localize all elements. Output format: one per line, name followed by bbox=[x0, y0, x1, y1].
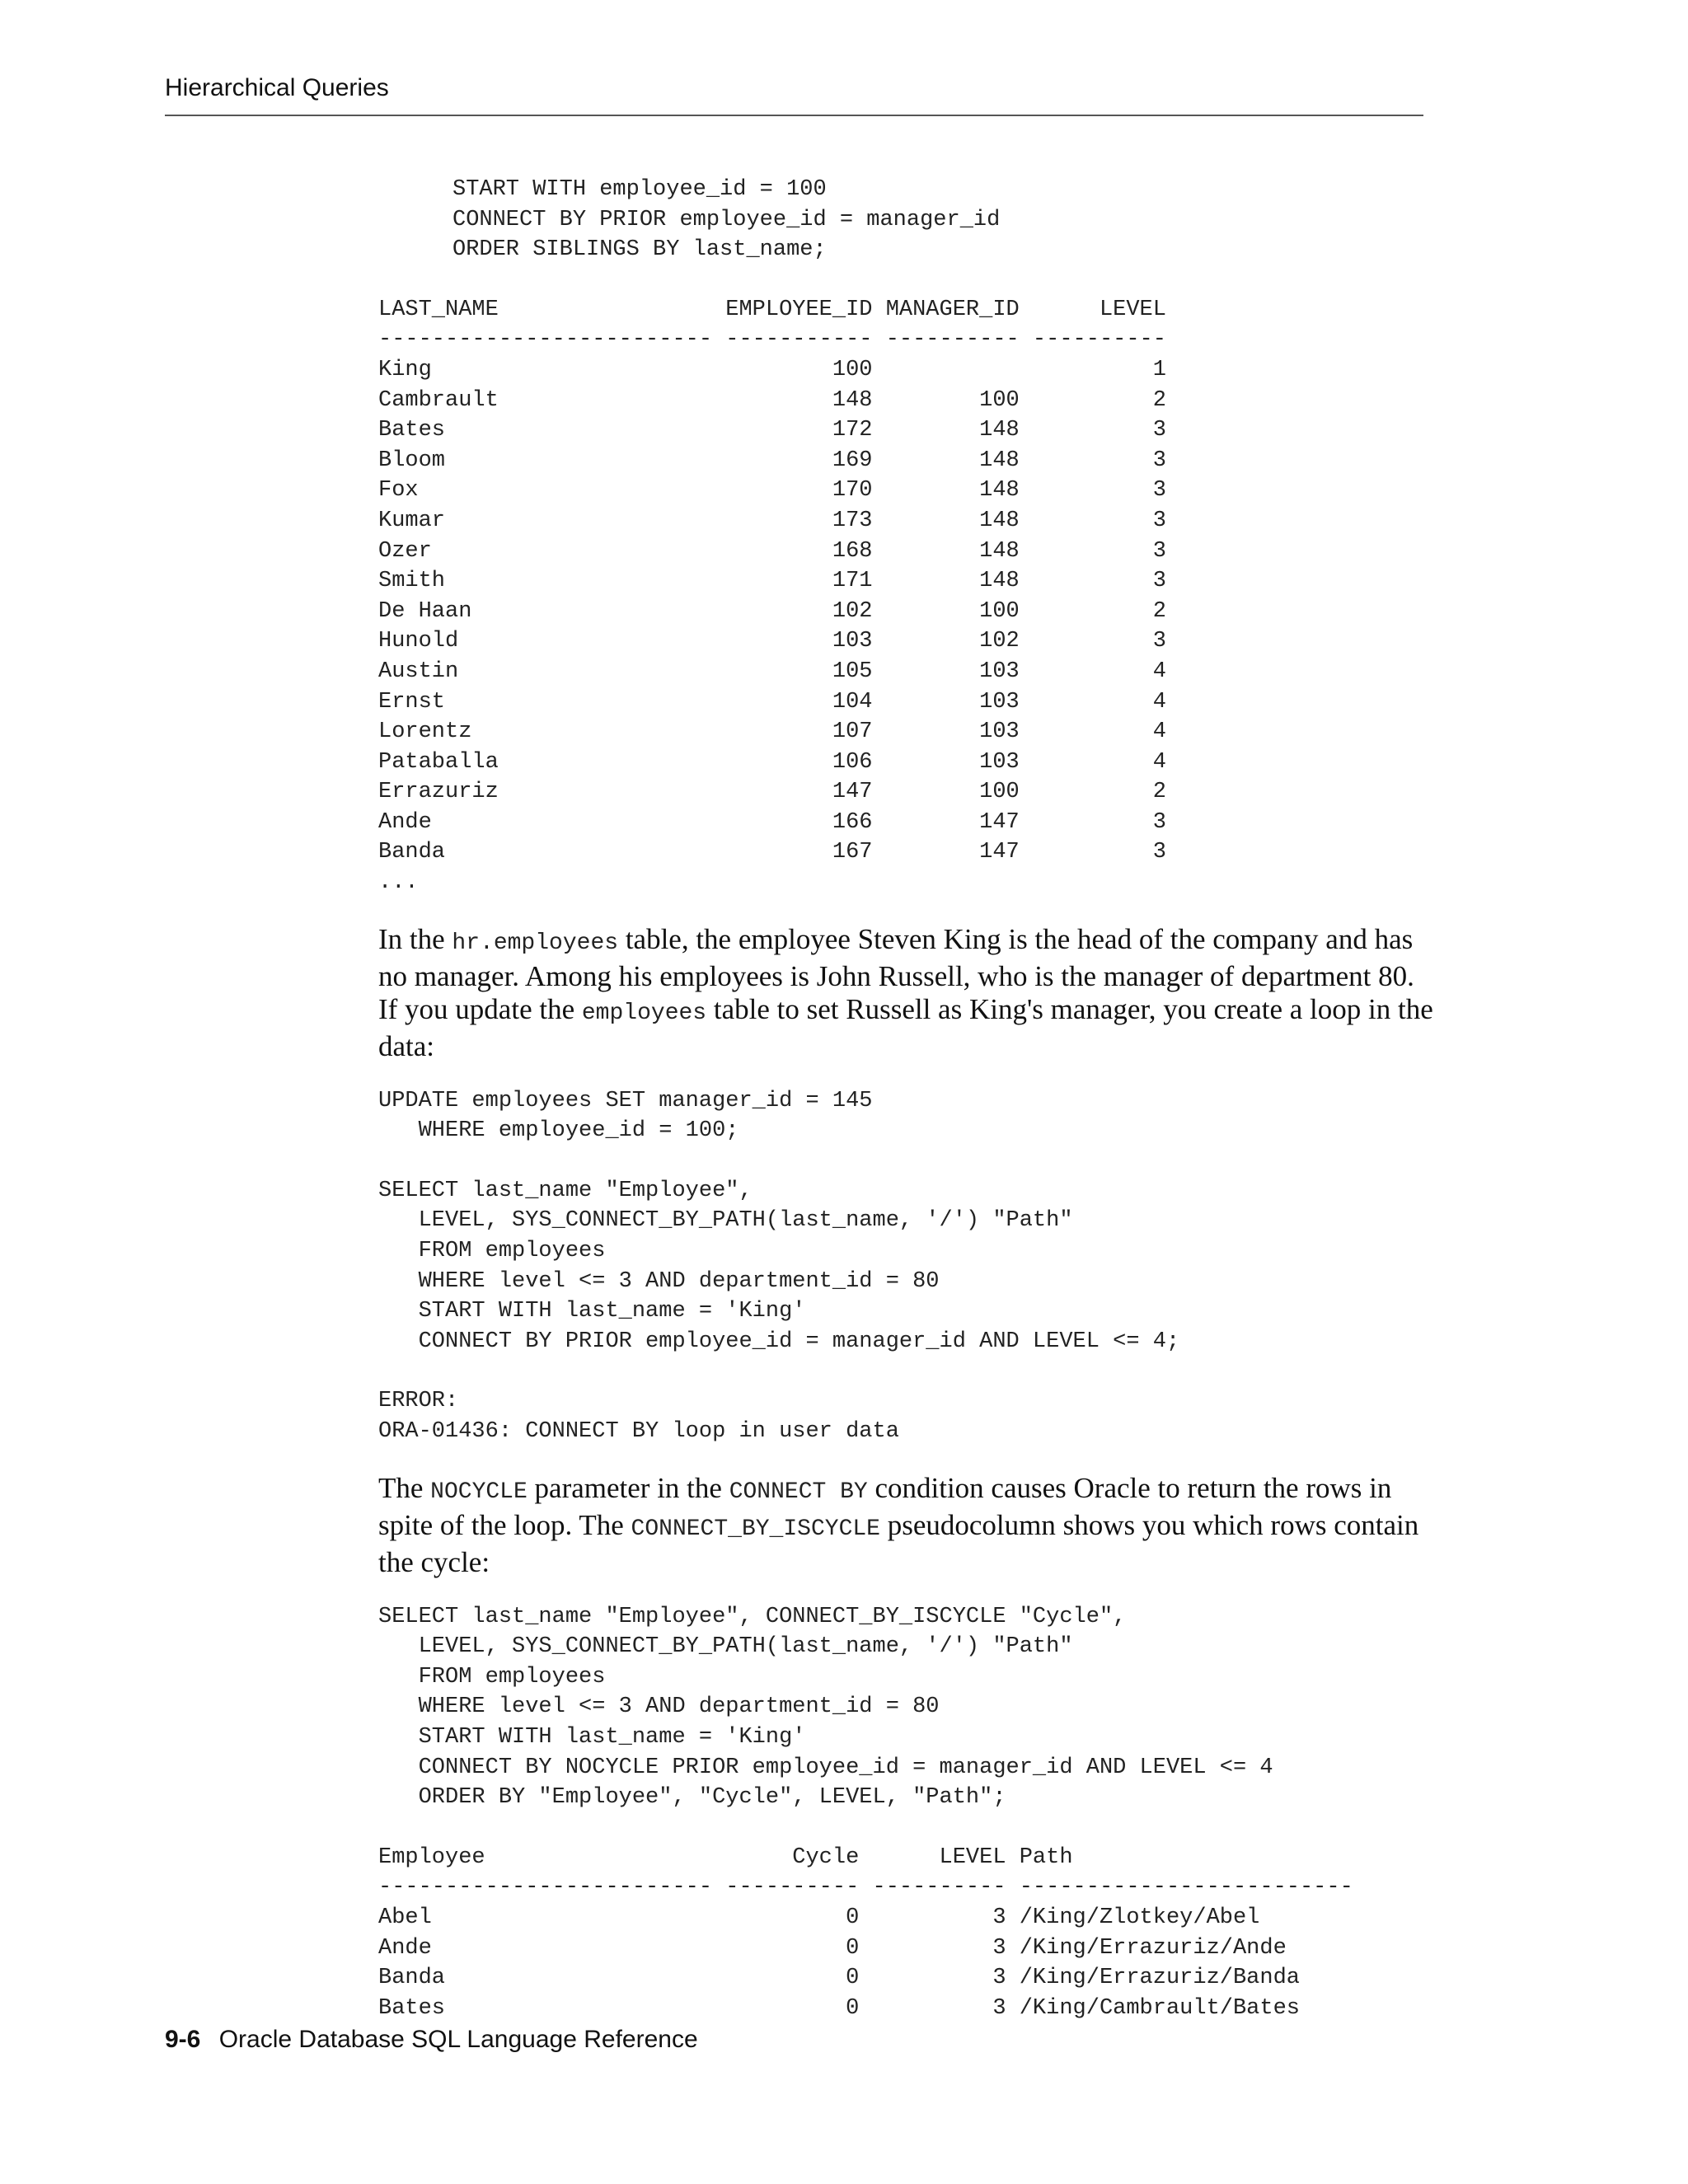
running-head-title: Hierarchical Queries bbox=[165, 74, 389, 101]
table-row: Smith 171 148 3 bbox=[378, 569, 1166, 594]
paragraph-loop-intro bbox=[378, 923, 1433, 1063]
result-rule: ------------------------- ----------- ---------- ---------- bbox=[378, 327, 1166, 353]
para-text: parameter in the bbox=[527, 1471, 729, 1504]
para-text: In the bbox=[378, 922, 452, 955]
table-row: Cambrault 148 100 2 bbox=[378, 387, 1166, 413]
query-tail-block bbox=[378, 175, 1433, 265]
table-row: Abel 0 3 /King/Zlotkey/Abel bbox=[378, 1905, 1260, 1930]
code-error-output: ERROR: ORA-01436: CONNECT BY loop in user data bbox=[378, 1389, 899, 1444]
book-title: Oracle Database SQL Language Reference bbox=[218, 2026, 698, 2053]
result-table-2 bbox=[378, 1843, 1433, 2024]
inline-code: employees bbox=[581, 1000, 707, 1026]
result-rule: ------------------------- ---------- ---------- ------------------------- bbox=[378, 1875, 1353, 1900]
table-row: Errazuriz 147 100 2 bbox=[378, 780, 1166, 805]
para-text: condition causes Oracle to return the rows in spite of the loop. The bbox=[378, 1471, 1392, 1541]
page-number: 9-6 bbox=[165, 2026, 201, 2053]
code-select-nocycle: SELECT last_name "Employee", CONNECT_BY_ISCYCLE "Cycle", LEVEL, SYS_CONNECT_BY_PATH(last_name, '/') "Path" FROM employees WHERE level <= 3 AND department_id = 80 START WITH last_name = 'King' CONNECT BY NOCYCLE PRIOR employee_id = manager_id AND LEVEL <= 4 ORDER BY "Employee", "Cycle", LEVEL, "Path"; bbox=[378, 1604, 1273, 1811]
table-row: Pataballa 106 103 4 bbox=[378, 749, 1166, 775]
result-ellipsis: ... bbox=[378, 870, 419, 896]
table-row: Ernst 104 103 4 bbox=[378, 689, 1166, 715]
para-text: table, the employee Steven King is the head of the company and has no manager. Among his employees is John Russell, who is the manager of department 80. If you update the bbox=[378, 922, 1414, 1025]
table-row: Banda 0 3 /King/Errazuriz/Banda bbox=[378, 1966, 1300, 1991]
table-row: Ande 0 3 /King/Errazuriz/Ande bbox=[378, 1935, 1287, 1961]
code-select-statement: SELECT last_name "Employee", LEVEL, SYS_CONNECT_BY_PATH(last_name, '/') "Path" FROM employees WHERE level <= 3 AND department_id = 80 START WITH last_name = 'King' CONNECT BY PRIOR employee_id = manager_id AND LEVEL <= 4; bbox=[378, 1178, 1180, 1354]
page-footer bbox=[165, 2026, 698, 2054]
table-row: De Haan 102 100 2 bbox=[378, 598, 1166, 624]
table-row: Ozer 168 148 3 bbox=[378, 538, 1166, 564]
table-row: Fox 170 148 3 bbox=[378, 478, 1166, 504]
table-row: Kumar 173 148 3 bbox=[378, 508, 1166, 533]
table-row: Ande 166 147 3 bbox=[378, 809, 1166, 835]
table-row: Bates 0 3 /King/Cambrault/Bates bbox=[378, 1995, 1300, 2021]
page-body bbox=[378, 175, 1433, 2023]
result-header: LAST_NAME EMPLOYEE_ID MANAGER_ID LEVEL bbox=[378, 297, 1166, 322]
inline-code: CONNECT BY bbox=[729, 1479, 868, 1505]
result-header: Employee Cycle LEVEL Path bbox=[378, 1844, 1073, 1870]
result-table-1 bbox=[378, 295, 1433, 898]
code-update-statement: UPDATE employees SET manager_id = 145 WHERE employee_id = 100; bbox=[378, 1088, 873, 1144]
code-line: ORDER SIBLINGS BY last_name; bbox=[452, 237, 827, 263]
table-row: King 100 1 bbox=[378, 357, 1166, 382]
para-text: The bbox=[378, 1471, 431, 1504]
inline-code: CONNECT_BY_ISCYCLE bbox=[631, 1516, 880, 1542]
code-line: CONNECT BY PRIOR employee_id = manager_id bbox=[452, 207, 1001, 232]
table-row: Banda 167 147 3 bbox=[378, 840, 1166, 865]
table-row: Bates 172 148 3 bbox=[378, 418, 1166, 443]
inline-code: NOCYCLE bbox=[430, 1479, 528, 1505]
para-text: pseudocolumn shows you which rows contain the cycle: bbox=[378, 1508, 1419, 1578]
table-row: Lorentz 107 103 4 bbox=[378, 719, 1166, 745]
paragraph-nocycle bbox=[378, 1472, 1433, 1579]
header-rule bbox=[165, 115, 1423, 116]
para-text: table to set Russell as King's manager, you create a loop in the data: bbox=[378, 992, 1433, 1062]
table-row: Austin 105 103 4 bbox=[378, 658, 1166, 684]
table-row: Hunold 103 102 3 bbox=[378, 629, 1166, 654]
code-line: START WITH employee_id = 100 bbox=[452, 177, 827, 202]
table-row: Bloom 169 148 3 bbox=[378, 448, 1166, 473]
inline-code: hr.employees bbox=[452, 930, 619, 956]
